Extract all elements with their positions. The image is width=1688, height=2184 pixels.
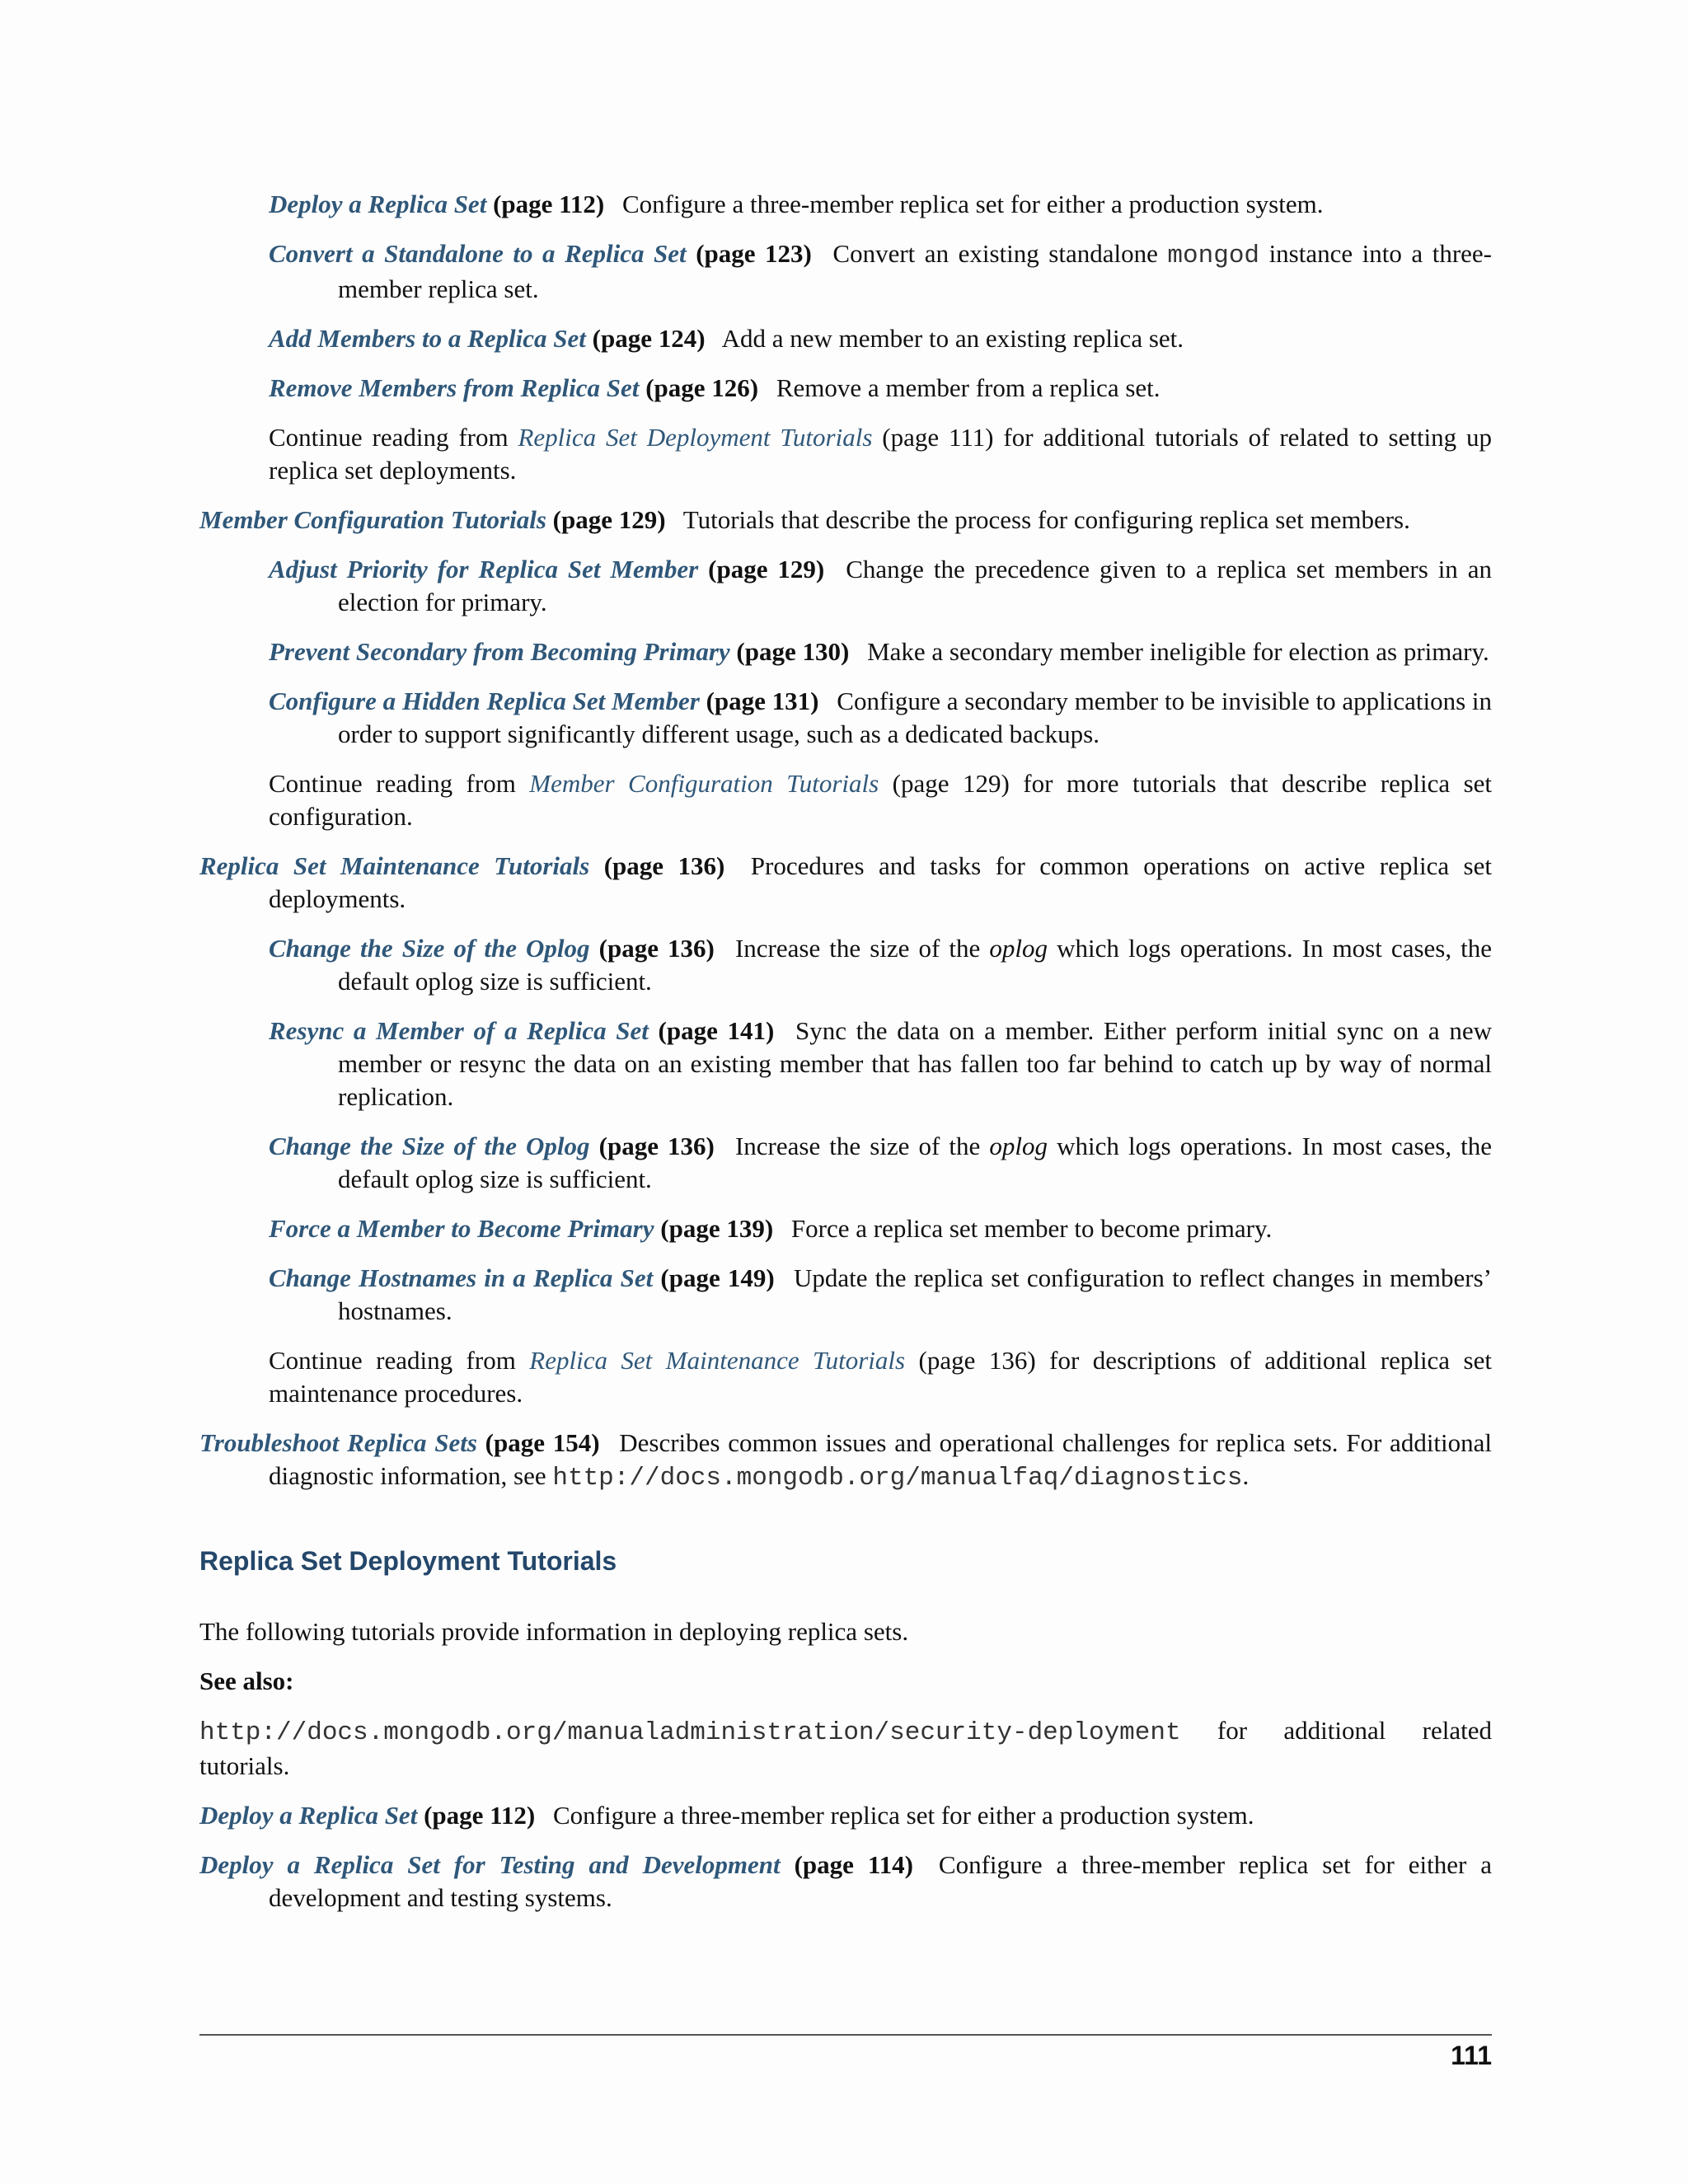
entry-description: Configure a three-member replica set for either a production system. — [553, 1801, 1254, 1830]
page-ref: (page 126) — [645, 373, 759, 402]
toc-link[interactable]: Configure a Hidden Replica Set Member — [269, 687, 700, 715]
entry-description: which logs operations. In most cases, the default oplog size is sufficient. — [338, 1132, 1493, 1193]
page-content — [199, 188, 1492, 1931]
emphasis-term: oplog — [989, 1132, 1048, 1160]
entry-description: Force a replica set member to become primary. — [790, 1214, 1273, 1243]
entry-description: Add a new member to an existing replica set. — [721, 324, 1184, 353]
page-ref: (page 136) — [598, 934, 715, 963]
entry-description: Make a secondary member ineligible for election as primary. — [867, 637, 1489, 666]
continue-reading-paragraph — [269, 421, 1492, 487]
page-ref: (page 131) — [706, 687, 819, 715]
page-ref: (page 112) — [424, 1801, 536, 1830]
toc-entry-maintenance — [199, 850, 1492, 916]
page-number: 111 — [1451, 2041, 1492, 2070]
entry-description: Describes common issues and operational challenges for replica sets. For additional diagnostic information, see — [269, 1428, 1493, 1490]
entry-description: Convert an existing standalone — [832, 239, 1158, 268]
toc-link[interactable]: Prevent Secondary from Becoming Primary — [269, 637, 730, 666]
entry-description: Sync the data on a member. Either perform initial sync on a new member or resync the data on an existing member that has fallen too far behind to catch up by way of normal replication. — [338, 1016, 1492, 1111]
page-ref: (page 141) — [658, 1016, 775, 1045]
toc-entry-prevent-secondary — [269, 635, 1492, 668]
toc-entry-change-oplog-size — [269, 1130, 1492, 1196]
page-ref: (page 124) — [592, 324, 706, 353]
toc-entry-resync-member — [269, 1015, 1492, 1113]
toc-link[interactable]: Resync a Member of a Replica Set — [269, 1016, 649, 1045]
toc-entry-troubleshoot — [199, 1427, 1492, 1495]
toc-entry-change-hostnames — [269, 1262, 1492, 1328]
continue-text: (page 136) for descriptions of additional replica set maintenance procedures. — [269, 1346, 1492, 1408]
continue-reading-paragraph — [269, 1344, 1492, 1410]
toc-link[interactable]: Deploy a Replica Set — [269, 190, 487, 218]
page-ref: (page 130) — [736, 637, 850, 666]
toc-entry-adjust-priority — [269, 553, 1492, 619]
page-ref: (page 139) — [660, 1214, 774, 1243]
page-ref: (page 136) — [603, 851, 725, 880]
entry-description: Update the replica set configuration to reflect changes in members’ hostnames. — [338, 1263, 1493, 1325]
toc-link[interactable]: Troubleshoot Replica Sets — [199, 1428, 477, 1457]
toc-link[interactable]: Change Hostnames in a Replica Set — [269, 1263, 654, 1292]
continue-text: Continue reading from — [269, 423, 509, 452]
toc-entry-remove-members — [269, 372, 1492, 405]
entry-description: which logs operations. In most cases, the default oplog size is sufficient. — [338, 934, 1493, 996]
toc-entry-deploy-replica-set — [199, 1799, 1492, 1832]
footer-divider — [199, 2034, 1492, 2036]
toc-entry-member-configuration — [199, 504, 1492, 537]
entry-description: Tutorials that describe the process for configuring replica set members. — [682, 505, 1410, 534]
toc-link[interactable]: Member Configuration Tutorials — [199, 505, 546, 534]
toc-entry-deploy-testing — [199, 1849, 1492, 1915]
toc-link[interactable]: Force a Member to Become Primary — [269, 1214, 654, 1243]
code-literal: mongod — [1167, 241, 1260, 270]
emphasis-term: oplog — [989, 934, 1048, 963]
page-ref: (page 129) — [708, 555, 825, 583]
page-ref: (page 136) — [598, 1132, 715, 1160]
toc-entry-change-oplog-size — [269, 932, 1492, 998]
see-also-label: See also: — [199, 1666, 294, 1695]
page-ref: (page 149) — [660, 1263, 775, 1292]
section-heading: Replica Set Deployment Tutorials — [199, 1546, 617, 1576]
continue-text: (page 111) for additional tutorials of related to setting up replica set deployments. — [269, 423, 1493, 485]
toc-link[interactable]: Deploy a Replica Set — [199, 1801, 418, 1830]
entry-description: Configure a three-member replica set for either a development and testing systems. — [269, 1850, 1492, 1912]
toc-entry-hidden-member — [269, 685, 1492, 751]
continue-text: (page 129) for more tutorials that describe replica set configuration. — [269, 769, 1493, 831]
toc-link[interactable]: Convert a Standalone to a Replica Set — [269, 239, 687, 268]
security-deployment-url[interactable]: http://docs.mongodb.org/manualadministration/security-deployment — [199, 1718, 1181, 1747]
continue-reading-paragraph — [269, 767, 1492, 833]
toc-link[interactable]: Adjust Priority for Replica Set Member — [269, 555, 699, 583]
entry-description: Increase the size of the — [734, 1132, 981, 1160]
entry-description: Configure a secondary member to be invisible to applications in order to support significantly different usage, such as a dedicated backups. — [338, 687, 1493, 748]
continue-text: Continue reading from — [269, 1346, 516, 1375]
page-ref: (page 112) — [493, 190, 605, 218]
toc-link[interactable]: Change the Size of the Oplog — [269, 1132, 590, 1160]
entry-description: Remove a member from a replica set. — [776, 373, 1160, 402]
continue-text: Continue reading from — [269, 769, 516, 798]
continue-link[interactable]: Replica Set Maintenance Tutorials — [529, 1346, 906, 1375]
entry-description: Configure a three-member replica set for either a production system. — [622, 190, 1324, 218]
section-intro: The following tutorials provide information in deploying replica sets. — [199, 1617, 909, 1646]
entry-description: Change the precedence given to a replica set members in an election for primary. — [338, 555, 1492, 616]
toc-entry-convert-standalone — [269, 237, 1492, 306]
see-also-paragraph — [199, 1714, 1492, 1783]
diagnostics-url[interactable]: http://docs.mongodb.org/manualfaq/diagnostics — [552, 1464, 1243, 1493]
toc-link[interactable]: Add Members to a Replica Set — [269, 324, 586, 353]
page-ref: (page 123) — [696, 239, 812, 268]
page-ref: (page 154) — [485, 1428, 600, 1457]
page-ref: (page 129) — [552, 505, 666, 534]
entry-description: Increase the size of the — [734, 934, 981, 963]
see-also-text: for additional related tutorials. — [199, 1716, 1493, 1780]
toc-entry-force-primary — [269, 1212, 1492, 1245]
toc-link[interactable]: Replica Set Maintenance Tutorials — [199, 851, 590, 880]
punctuation: . — [1242, 1461, 1250, 1490]
continue-link[interactable]: Replica Set Deployment Tutorials — [518, 423, 873, 452]
toc-link[interactable]: Remove Members from Replica Set — [269, 373, 640, 402]
page-ref: (page 114) — [794, 1850, 913, 1879]
toc-link[interactable]: Change the Size of the Oplog — [269, 934, 590, 963]
toc-link[interactable]: Deploy a Replica Set for Testing and Development — [199, 1850, 781, 1879]
continue-link[interactable]: Member Configuration Tutorials — [529, 769, 879, 798]
toc-entry-deploy-replica-set — [269, 188, 1492, 221]
entry-description: Procedures and tasks for common operations on active replica set deployments. — [269, 851, 1492, 913]
toc-entry-add-members — [269, 322, 1492, 355]
entry-description: instance into a three-member replica set. — [338, 239, 1492, 303]
